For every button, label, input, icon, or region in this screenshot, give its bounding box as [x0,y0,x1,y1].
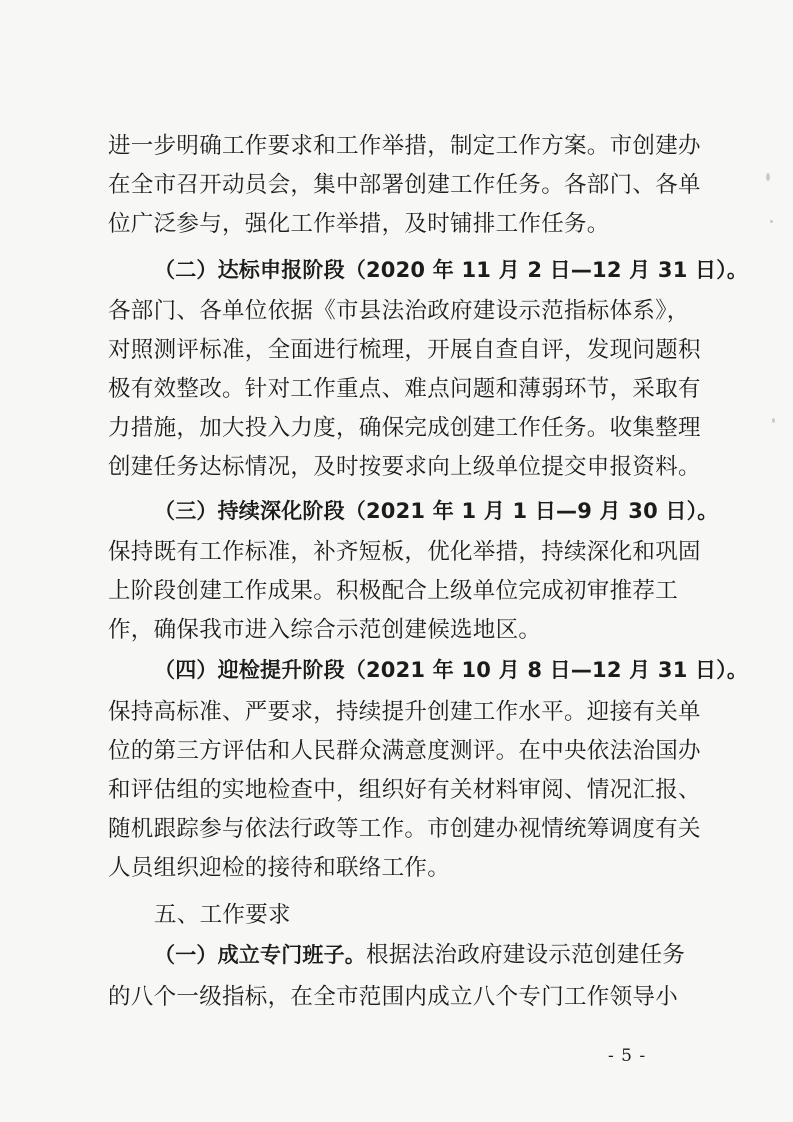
body-line: 进一步明确工作要求和工作举措，制定工作方案。市创建办 [108,133,701,159]
scan-speck [772,418,775,423]
scan-speck [770,220,773,223]
body-line: 对照测评标准，全面进行梳理，开展自查自评，发现问题积 [108,337,701,363]
section-heading-stage-2: （二）达标申报阶段（2020 年 11 月 2 日—12 月 31 日）。 [154,258,749,282]
body-line: 保持高标准、严要求，持续提升创建工作水平。迎接有关单 [108,699,701,725]
scan-speck [766,173,770,181]
subsection-text: 根据法治政府建设示范创建任务 [366,942,686,968]
body-line: 人员组织迎检的接待和联络工作。 [108,855,451,881]
section-heading-stage-3: （三）持续深化阶段（2021 年 1 月 1 日—9 月 30 日）。 [154,499,719,523]
body-line: 和评估组的实地检查中，组织好有关材料审阅、情况汇报、 [108,777,701,803]
body-line: 力措施，加大投入力度，确保完成创建工作任务。收集整理 [108,415,701,441]
section-heading-work-requirements: 五、工作要求 [154,902,291,928]
subsection-heading: （一）成立专门班子。 [154,943,366,967]
body-line: 极有效整改。针对工作重点、难点问题和薄弱环节，采取有 [108,376,701,402]
body-line: 作，确保我市进入综合示范创建候选地区。 [108,617,542,643]
body-line: 各部门、各单位依据《市县法治政府建设示范指标体系》， [108,298,690,324]
body-line: 位广泛参与，强化工作举措，及时铺排工作任务。 [108,211,610,237]
body-line: 保持既有工作标准，补齐短板，优化举措，持续深化和巩固 [108,539,701,565]
body-line: 随机跟踪参与依法行政等工作。市创建办视情统筹调度有关 [108,816,701,842]
body-line: 在全市召开动员会，集中部署创建工作任务。各部门、各单 [108,172,701,198]
page-number: - 5 - [608,1046,647,1066]
body-line: 位的第三方评估和人民群众满意度测评。在中央依法治国办 [108,738,701,764]
body-line: 的八个一级指标，在全市范围内成立八个专门工作领导小 [108,984,679,1010]
body-line: 创建任务达标情况，及时按要求向上级单位提交申报资料。 [108,454,701,480]
body-line: 上阶段创建工作成果。积极配合上级单位完成初审推荐工 [108,578,679,604]
section-heading-stage-4: （四）迎检提升阶段（2021 年 10 月 8 日—12 月 31 日）。 [154,658,749,682]
subsection-line [154,940,686,970]
